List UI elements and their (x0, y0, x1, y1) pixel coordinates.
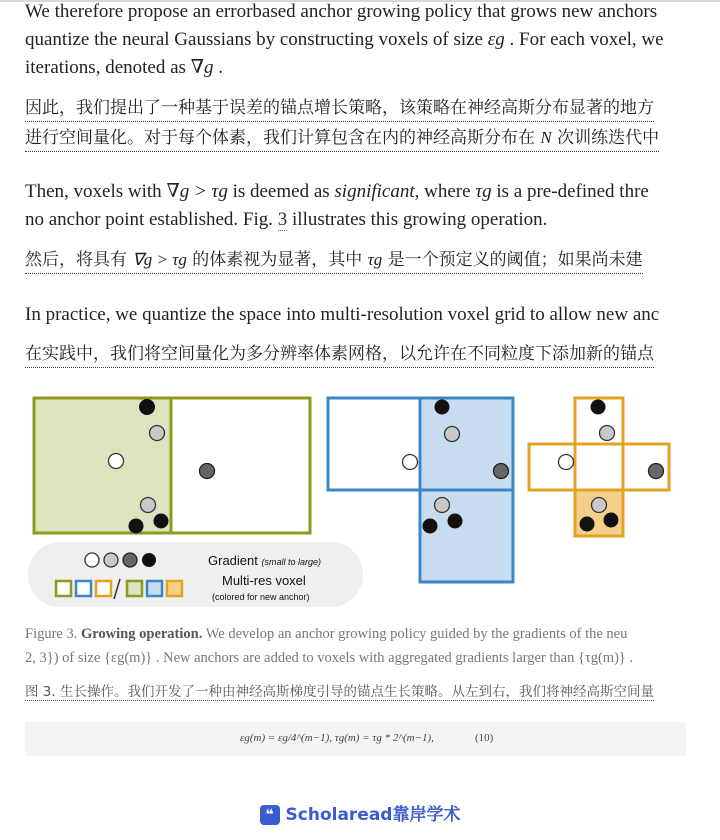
legend-voxel-orange-filled (167, 581, 182, 596)
figure-legend (28, 542, 363, 607)
gradient-point (423, 519, 438, 534)
figure-reference-link[interactable]: 3 (277, 209, 288, 230)
legend-gradient-darkgray (123, 553, 137, 567)
equation-block (25, 722, 686, 756)
gradient-point (494, 464, 509, 479)
math-epsilon-g: εg (487, 29, 505, 50)
legend-voxel-blue-filled (147, 581, 162, 596)
gradient-point (141, 498, 156, 513)
panel-level3-orange (529, 398, 669, 536)
legend-voxel-note: (colored for new anchor) (212, 592, 310, 602)
paragraph3-zh: 在实践中，我们将空间量化为多分辨率体素网格，以允许在不同粒度下添加新的锚点 (25, 342, 695, 368)
paragraph3-en: In practice, we quantize the space into multi-resolution voxel grid to allow new anc (25, 304, 660, 325)
legend-gradient-lightgray (104, 553, 118, 567)
paragraph1-en-line1: We therefore propose an errorbased anchor growing policy that grows new anchors (25, 1, 658, 22)
gradient-point (604, 513, 619, 528)
legend-voxel-label: Multi-res voxel (222, 573, 306, 588)
legend-voxel-olive-filled (127, 581, 142, 596)
gradient-point (154, 514, 169, 529)
equation-number: (10) (475, 732, 494, 744)
paragraph2-en-line2: no anchor point established. Fig. 3 illustrates this growing operation. (25, 209, 548, 230)
gradient-point (559, 455, 574, 470)
legend-voxel-blue (76, 581, 91, 596)
paragraph1-en-line2: quantize the neural Gaussians by constructing voxels of size εg . For each voxel, we (25, 29, 664, 50)
math-nabla-g: ∇g (190, 57, 214, 78)
figure-caption-line1: Figure 3. Growing operation. We develop an anchor growing policy guided by the gradients of the neu (25, 626, 628, 642)
gradient-point (435, 498, 450, 513)
gradient-point (445, 427, 460, 442)
paragraph1-zh-line2: 进行空间量化。对于每个体素，我们计算包含在内的神经高斯分布在 N 次训练迭代中 (25, 126, 695, 152)
scholaread-brand[interactable] (0, 800, 720, 825)
gradient-point (600, 426, 615, 441)
quote-logo-icon: ❝ (260, 805, 280, 825)
gradient-point (435, 400, 450, 415)
gradient-point (129, 519, 144, 534)
gradient-point (591, 400, 606, 415)
gradient-point (150, 426, 165, 441)
paragraph2-en-line1: Then, voxels with ∇g > τg is deemed as significant, where τg is a pre-defined thre (25, 181, 649, 202)
gradient-point (580, 517, 595, 532)
figure-caption-zh: 图 3. 生长操作。我们开发了一种由神经高斯梯度引导的锚点生长策略。从左到右，我们将神经高斯空间量 (25, 684, 654, 700)
panel-level1-olive (34, 398, 310, 534)
paragraph1-zh-line1: 因此，我们提出了一种基于误差的锚点增长策略，该策略在神经高斯分布显著的地方 (25, 96, 695, 122)
gradient-point (403, 455, 418, 470)
growing-operation-figure (0, 385, 720, 615)
legend-gradient-label: Gradient (small to large) (208, 553, 322, 568)
paragraph2-zh: 然后，将具有 ∇g > τg 的体素视为显著，其中 τg 是一个预定义的阈值；如果尚未建 (25, 248, 695, 274)
gradient-point (200, 464, 215, 479)
brand-name: Scholaread靠岸学术 (285, 805, 461, 825)
gradient-point (109, 454, 124, 469)
gradient-point (649, 464, 664, 479)
equation-10: εg(m) = εg/4^(m−1), τg(m) = τg * 2^(m−1), (240, 732, 434, 744)
legend-gradient-white (85, 553, 99, 567)
figure-caption-line2: 2, 3}) of size {εg(m)} . New anchors are added to voxels with aggregated gradients larger than {τg(m)} . (25, 650, 634, 666)
legend-voxel-olive (56, 581, 71, 596)
gradient-point (448, 514, 463, 529)
gradient-point (592, 498, 607, 513)
legend-voxel-orange (96, 581, 111, 596)
legend-gradient-black (142, 553, 156, 567)
gradient-point (140, 400, 155, 415)
paragraph1-en-line3: iterations, denoted as ∇g . (25, 57, 223, 78)
